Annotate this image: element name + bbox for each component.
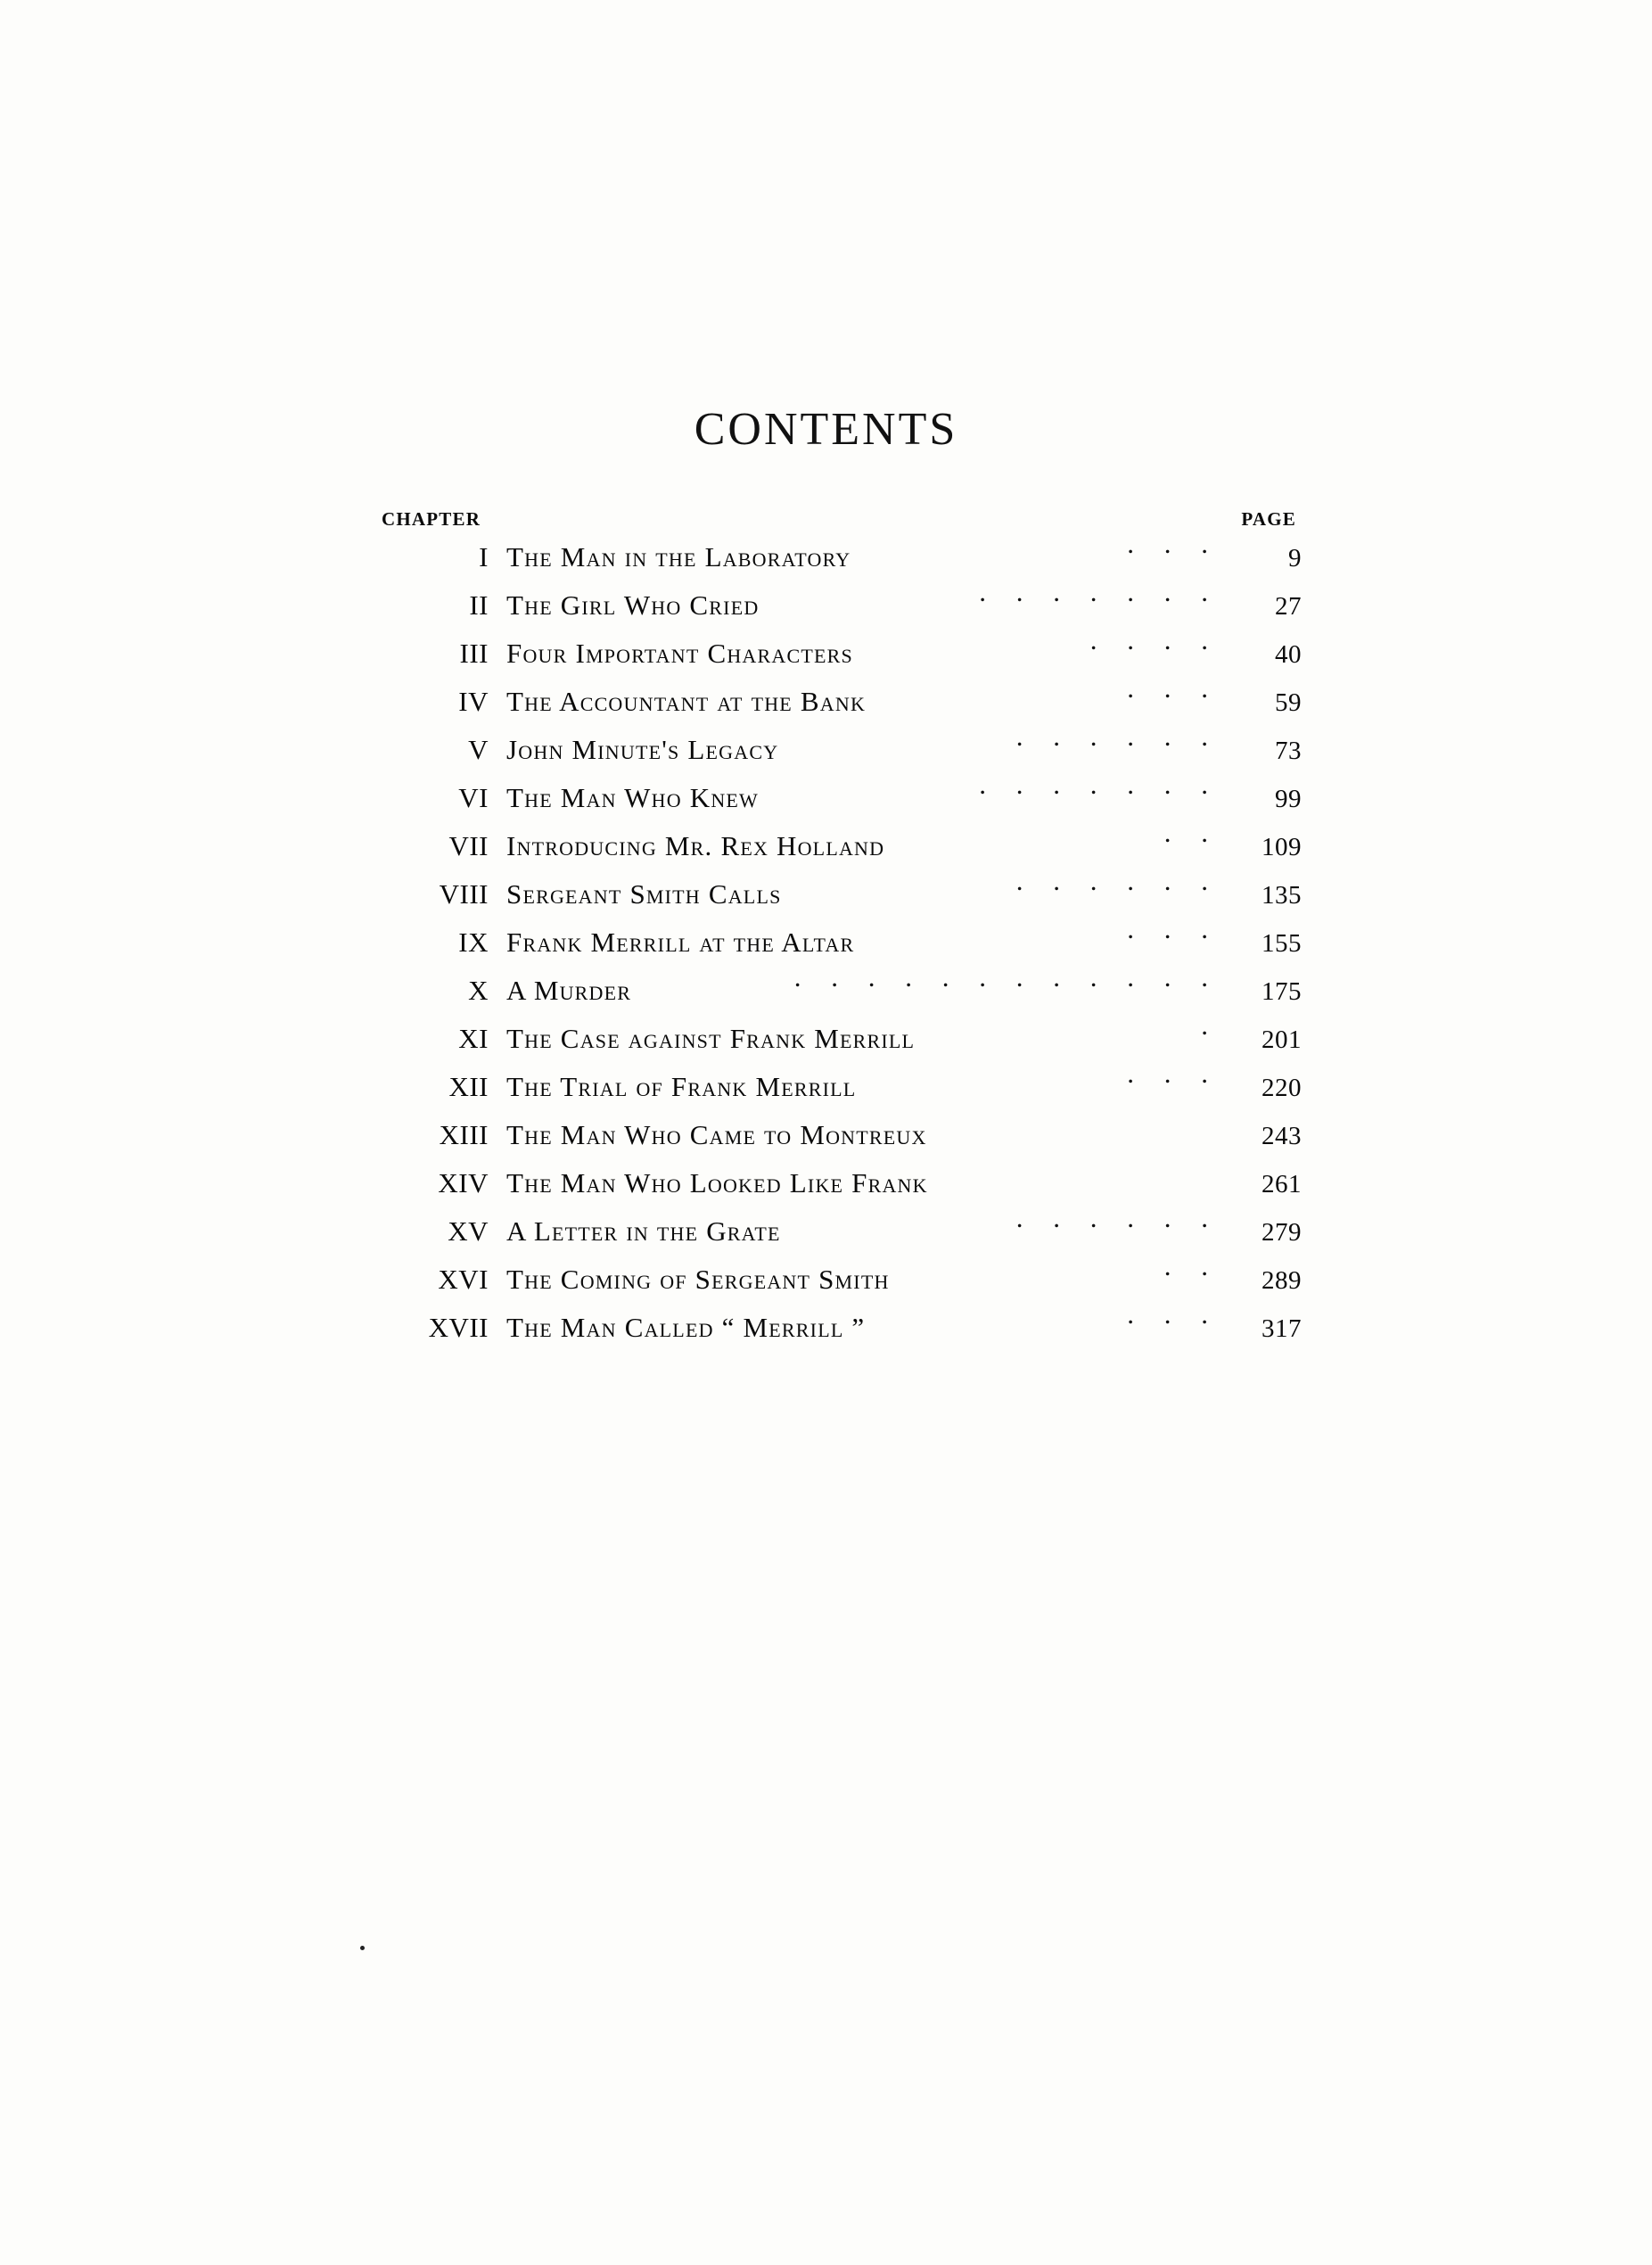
toc-entry[interactable] <box>374 828 1302 876</box>
toc-entry[interactable] <box>374 924 1302 972</box>
chapter-title: The Trial of Frank Merrill <box>506 1071 857 1102</box>
page-number: 99 <box>1275 785 1302 813</box>
dot-leader: . . . <box>1127 683 1220 704</box>
chapter-title: The Coming of Sergeant Smith <box>506 1264 890 1295</box>
chapter-title: The Accountant at the Bank <box>506 686 867 717</box>
chapter-title: The Man Called “ Merrill ” <box>506 1312 866 1343</box>
chapter-number: XIII <box>439 1119 489 1150</box>
chapter-number: XVII <box>428 1312 489 1343</box>
dot-leader <box>937 1165 1220 1192</box>
chapter-number: I <box>479 541 489 572</box>
toc-entry[interactable] <box>374 1213 1302 1261</box>
page-number: 59 <box>1275 688 1302 717</box>
page-number: 289 <box>1262 1266 1302 1295</box>
toc-entry[interactable] <box>374 1068 1302 1116</box>
chapter-number: IV <box>458 686 489 717</box>
page-number: 73 <box>1275 737 1302 765</box>
table-of-contents <box>374 508 1302 1357</box>
chapter-title: The Girl Who Cried <box>506 589 760 621</box>
dot-leader: . . . <box>1127 539 1220 559</box>
toc-entry[interactable] <box>374 779 1302 828</box>
dot-leader: . . . . . . . <box>979 587 1220 607</box>
dot-leader: . . . . . . <box>1015 876 1220 896</box>
page-number: 243 <box>1262 1122 1302 1150</box>
chapter-title: Four Important Characters <box>506 638 853 669</box>
page-number: 135 <box>1262 881 1302 910</box>
chapter-title: The Man Who Came to Montreux <box>506 1119 927 1150</box>
chapter-number: V <box>468 734 489 765</box>
dot-leader: . . . <box>1127 924 1220 944</box>
toc-entry[interactable] <box>374 1261 1302 1309</box>
page-number: 155 <box>1262 929 1302 958</box>
toc-entry[interactable] <box>374 731 1302 779</box>
chapter-title: Frank Merrill at the Altar <box>506 927 855 958</box>
page-number: 175 <box>1262 977 1302 1006</box>
chapter-title: The Man in the Laboratory <box>506 541 851 572</box>
page-number: 317 <box>1262 1314 1302 1343</box>
chapter-number: VIII <box>439 878 489 910</box>
chapter-title: Sergeant Smith Calls <box>506 878 782 910</box>
chapter-number: XI <box>458 1023 489 1054</box>
chapter-title: The Case against Frank Merrill <box>506 1023 916 1054</box>
page-number: 9 <box>1288 544 1302 572</box>
dot-leader: . . . . . . <box>1015 731 1220 752</box>
chapter-title: A Letter in the Grate <box>506 1215 781 1247</box>
chapter-number: VI <box>458 782 489 813</box>
toc-entry[interactable] <box>374 1116 1302 1165</box>
dot-leader: . <box>1201 1020 1220 1041</box>
toc-entry[interactable] <box>374 635 1302 683</box>
chapter-title: John Minute's Legacy <box>506 734 779 765</box>
toc-entry[interactable] <box>374 1020 1302 1068</box>
toc-entry[interactable] <box>374 1309 1302 1357</box>
chapter-title: A Murder <box>506 975 632 1006</box>
page-number: 220 <box>1262 1074 1302 1102</box>
page-column-header: PAGE <box>1241 508 1296 530</box>
chapter-number: XVI <box>438 1264 489 1295</box>
dot-leader: . . . <box>1127 1068 1220 1089</box>
dot-leader: . . . <box>1127 1309 1220 1330</box>
chapter-number: XV <box>448 1215 489 1247</box>
chapter-number: III <box>459 638 489 669</box>
page-number: 27 <box>1275 592 1302 621</box>
toc-entry[interactable] <box>374 539 1302 587</box>
dot-leader: . . . . . . <box>1015 1213 1220 1233</box>
dot-leader: . . . . . . . . . . . . <box>793 972 1220 992</box>
toc-entry[interactable] <box>374 972 1302 1020</box>
ink-speck <box>360 1946 365 1950</box>
toc-column-headers <box>374 508 1302 539</box>
dot-leader: . . . . . . . <box>979 779 1220 800</box>
chapter-column-header: CHAPTER <box>382 508 481 530</box>
chapter-number: XII <box>448 1071 489 1102</box>
toc-entry[interactable] <box>374 876 1302 924</box>
chapter-number: IX <box>458 927 489 958</box>
page-number: 40 <box>1275 640 1302 669</box>
chapter-number: XIV <box>438 1167 489 1198</box>
dot-leader: . . <box>1163 828 1220 848</box>
chapter-title: The Man Who Knew <box>506 782 760 813</box>
page-title: CONTENTS <box>694 404 958 455</box>
chapter-title: Introducing Mr. Rex Holland <box>506 830 885 861</box>
chapter-title: The Man Who Looked Like Frank <box>506 1167 928 1198</box>
page-number: 201 <box>1262 1025 1302 1054</box>
toc-entry[interactable] <box>374 683 1302 731</box>
page-number: 279 <box>1262 1218 1302 1247</box>
page-number: 109 <box>1262 833 1302 861</box>
toc-entry[interactable] <box>374 587 1302 635</box>
dot-leader: . . <box>1163 1261 1220 1281</box>
toc-entry[interactable] <box>374 1165 1302 1213</box>
chapter-number: II <box>469 589 489 621</box>
chapter-number: X <box>468 975 489 1006</box>
chapter-number: VII <box>448 830 489 861</box>
page-number: 261 <box>1262 1170 1302 1198</box>
dot-leader: . . . . <box>1089 635 1220 655</box>
dot-leader <box>936 1116 1220 1144</box>
